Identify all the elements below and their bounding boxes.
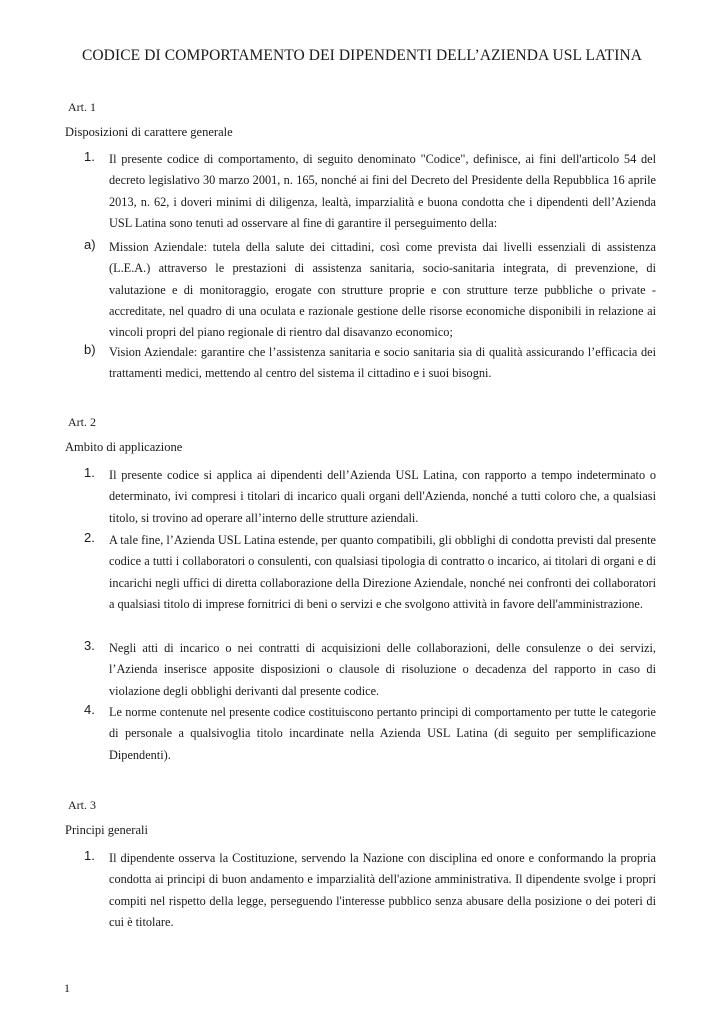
item-text: A tale fine, l’Azienda USL Latina estende, per quanto compatibili, gli obblighi di condotta previsti dal presente codice a tutti i collaboratori o consulenti, con qualsiasi tipologia di contratto o incarico, ai titolari di organi e di incarichi negli uffici di diretta collaborazione della Direzione Aziendale, nonché nei confronti dei collaboratori a qualsiasi titolo di imprese fornitrici di beni o servizi e che svolgono attività in favore dell'amministrazione. — [109, 533, 656, 611]
page-number: 1 — [64, 981, 70, 995]
item-text: Le norme contenute nel presente codice costituiscono pertanto principi di comportamento per tutte le categorie di personale a qualsivoglia titolo incardinate nella Azienda USL Latina (di seguito per semplificazione Dipendenti). — [109, 705, 656, 762]
item-text: Vision Aziendale: garantire che l’assistenza sanitaria e socio sanitaria sia di qualità assicurando l’efficacia dei trattamenti medici, mettendo al centro del sistema il cittadino e i suoi bisogni. — [109, 345, 656, 381]
item-marker: 4. — [84, 702, 95, 717]
article-2-item-4 — [84, 702, 656, 766]
item-text: Mission Aziendale: tutela della salute dei cittadini, così come prevista dai livelli essenziali di assistenza (L.E.A.) attraverso le prestazioni di assistenza sanitaria, socio-sanitaria integrata, di prevenzione, di valutazione e di monitoraggio, erogate con strutture proprie e con strutture terze pubbliche o private - accreditate, nel quadro di una oculata e razionale gestione delle risorse economiche disponibili in relazione ai vincoli propri del piano regionale di rientro dal disavanzo economico; — [109, 240, 656, 340]
article-1-item-a — [84, 237, 656, 343]
article-1-item-1 — [84, 149, 656, 234]
article-2-number: Art. 2 — [68, 415, 96, 429]
item-text: Il presente codice si applica ai dipendenti dell’Azienda USL Latina, con rapporto a tempo indeterminato o determinato, ivi compresi i titolari di incarico quali organi dell'Azienda, nonché a tutti coloro che, a qualsiasi titolo, si trovino ad operare all’interno delle strutture aziendali. — [109, 468, 656, 525]
article-3-number: Art. 3 — [68, 798, 96, 812]
article-2-item-2 — [84, 530, 656, 615]
item-marker: 1. — [84, 149, 95, 164]
article-2-item-1 — [84, 465, 656, 529]
article-1-item-b — [84, 342, 656, 385]
item-text: Negli atti di incarico o nei contratti di acquisizioni delle collaborazioni, delle consulenze o dei servizi, l’Azienda inserisce apposite disposizioni o clausole di risoluzione o decadenza del rapporto in caso di violazione degli obblighi derivanti dal presente codice. — [109, 641, 656, 698]
item-marker: a) — [84, 237, 96, 252]
item-text: Il dipendente osserva la Costituzione, servendo la Nazione con disciplina ed onore e conformando la propria condotta ai principi di buon andamento e imparzialità dell'azione amministrativa. Il dipendente svolge i propri compiti nel rispetto della legge, perseguendo l'interesse pubblico senza abusare della posizione o dei poteri di cui è titolare. — [109, 851, 656, 929]
article-2-heading: Ambito di applicazione — [65, 440, 183, 454]
article-3-heading: Principi generali — [65, 823, 148, 837]
article-2-item-3 — [84, 638, 656, 702]
item-marker: 1. — [84, 848, 95, 863]
item-text: Il presente codice di comportamento, di seguito denominato "Codice", definisce, ai fini dell'articolo 54 del decreto legislativo 30 marzo 2001, n. 165, nonché ai fini del Decreto del Presidente della Repubblica 16 aprile 2013, n. 62, i doveri minimi di diligenza, lealtà, imparzialità e buona condotta che i dipendenti dell’Azienda USL Latina sono tenuti ad osservare al fine di garantire il perseguimento della: — [109, 152, 656, 230]
item-marker: 2. — [84, 530, 95, 545]
article-1-heading: Disposizioni di carattere generale — [65, 125, 233, 139]
article-3-item-1 — [84, 848, 656, 933]
article-1-number: Art. 1 — [68, 100, 96, 114]
item-marker: 3. — [84, 638, 95, 653]
item-marker: 1. — [84, 465, 95, 480]
document-title: CODICE DI COMPORTAMENTO DEI DIPENDENTI DELL’AZIENDA USL LATINA — [81, 47, 643, 64]
item-marker: b) — [84, 342, 96, 357]
